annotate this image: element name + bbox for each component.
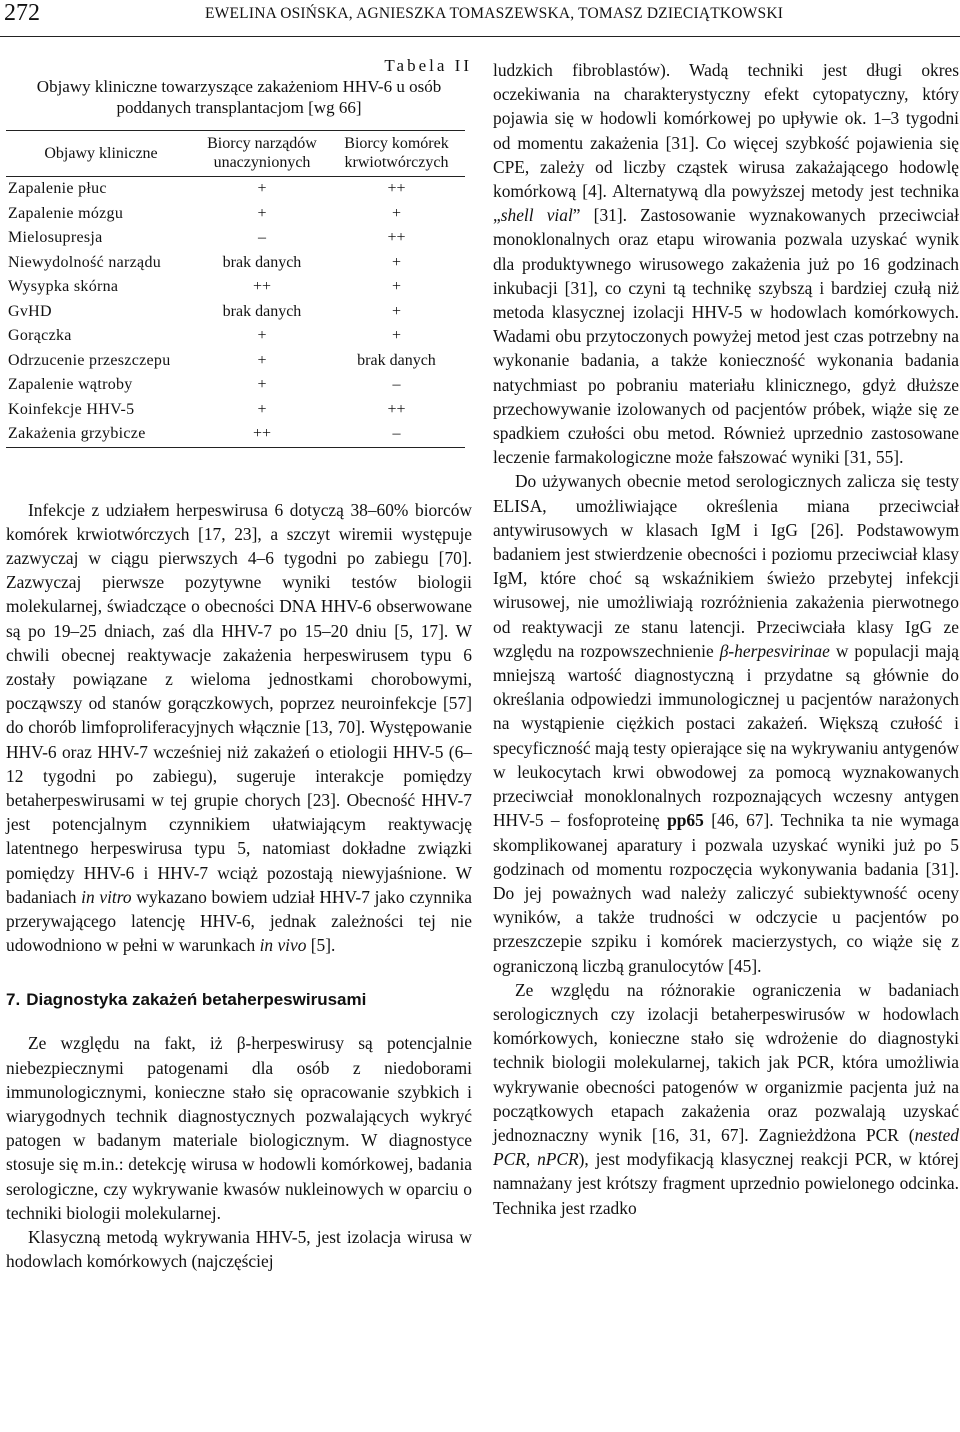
cell-organ-recipients: + [257, 180, 267, 198]
cell-symptom: Niewydolność narządu [8, 253, 162, 271]
section-heading [6, 989, 472, 1011]
table-row [6, 398, 465, 423]
left-paragraph-2: Ze względu na fakt, iż β-herpeswirusy są potencjalnie niebezpiecznymi patogenami dla osób z niedoborami immunologicznymi, konieczne stało się opracowanie szybkich i wiarygodnych technik diagnostycznych pozwalających wykryć patogen w badanym materiale biologicznym. W diagnostyce stosuje się m.in.: detekcję wirusa w hodowli komórkowej, badania serologiczne, czy wykrywanie kwasów nukleinowych w oparciu o techniki biologii molekularnej. [6, 1033, 472, 1223]
right-p1-text-b: ” [31]. Zastosowanie wyznakowanych przeciwciał monoklonalnych oraz etapu wirowania pozwala uzyskać wynik dla produktywnego wirusowego zakażenia już po 16 godzinach inkubacji [31], co czyni tą technikę szybszą i bardziej czułą niż metoda klasycznej izolacji HHV-5 w hodowlach komórkowych. Wadami obu przytoczonych powyżej metod jest czas potrzebny na wykonanie badania, a także konieczność wykonania badania natychmiast po pobraniu materiału klinicznego, gdyż dłuższe przechowywanie izolowanych od pacjentów próbek, wiąże się ze spadkiem czułości obu metod. Również uprzednio zastosowane leczenie farmakologiczne może fałszować wyniki [31, 55]. [493, 205, 959, 468]
cell-hsc-recipients: + [391, 253, 402, 271]
left-paragraph-1 [6, 498, 472, 958]
cell-hsc-recipients: brak danych [357, 351, 436, 369]
right-p1-italic-shell-vial: shell vial [500, 205, 573, 226]
cell-hsc-recipients: ++ [387, 400, 406, 418]
col-header-hsc-line2: krwiotwórczych [344, 154, 449, 171]
table-label: Tabela II [384, 56, 472, 75]
symptoms-table [6, 130, 465, 448]
table-title-line2: poddanych transplantacjom [wg 66] [116, 98, 362, 117]
page-number: 272 [4, 0, 40, 26]
cell-symptom: Zakażenia grzybicze [6, 422, 196, 447]
col-header-hsc-recipients [328, 131, 465, 177]
table-row [6, 349, 465, 374]
right-paragraph-2 [493, 469, 959, 977]
right-p3-sep: , [525, 1149, 538, 1170]
table-row [6, 226, 465, 251]
cell-hsc-recipients: – [328, 422, 465, 447]
table-row [6, 202, 465, 227]
right-p3-text-b: ), jest modyfikacją klasycznej reakcji PCR, w której namnażany jest krótszy fragment uprzednio powielonego odcinka. Technika jest rzadko [493, 1149, 959, 1218]
left-p1-italic-in-vitro: in vitro [81, 886, 132, 907]
left-p1-text: Infekcje z udziałem herpeswirusa 6 dotyczą 38–60% biorców komórek krwiotwórczych [17, 23], a szczyt wiremii występuje zazwyczaj w ciągu pierwszych 4–6 tygodni po zabiegu [70]. Zazwyczaj pierwsze pozytywne wyniki testów biologii molekularnej, świadczące o obecności DNA HHV-6 obserwowane są po 19–25 dniach, zaś dla HHV-7 po 15–20 dniu [5, 17]. W chwili obecnej reaktywacje zakażenia herpeswirusem typu 6 zostały powiązane z wieloma jednostkami chorobowymi, począwszy od stanów gorączkowych, poprzez neuroinfekcje [57] do chorób limfoproliferacyjnych włącznie [13, 70]. Występowanie HHV-6 oraz HHV-7 wcześniej niż zakażeń o etiologii HHV-5 (6–12 tygodni po zabiegu), sugeruje interakcje pomiędzy betaherpeswirusami w tej grupie chorych [23]. Obecność HHV-7 jest potencjalnym czynnikiem ułatwiającym reaktywację latentnego herpeswirusa typu 5, natomiast dokładne związki pomiędzy HHV-6 i HHV-7 wciąż pozostają niewyjaśnione. W badaniach [6, 499, 472, 907]
table-row [6, 177, 465, 202]
right-p2-text-c: [46, 67]. Technika ta nie wymaga skomplikowanej aparatury i pozwala uzyskać wyniki już po 5 godzinach od momentu rozpoczęcia wykonywania badania [31]. Do jej poważnych wad należy zaliczyć subiektywność oceny wyników, a także trudności w odczycie u pacjentów po przeszczepie szpiku i komórek macierzystych, co wiąże się z ograniczoną liczbą granulocytów [45]. [493, 810, 959, 976]
left-paragraph-3: Klasyczną metodą wykrywania HHV-5, jest izolacja wirusa w hodowlach komórkowych (najczęściej [6, 1226, 472, 1272]
cell-symptom: Zapalenie płuc [8, 180, 107, 198]
left-p1-text-2: wykazano bowiem udział HHV-7 jako czynnika przerywającego latencję HHV-6, jednak zależności tej nie udowodniono w pełni w warunkach [6, 886, 472, 956]
cell-hsc-recipients: + [391, 204, 402, 222]
left-p1-italic-in-vivo: in vivo [259, 935, 307, 956]
cell-organ-recipients: brak danych [222, 302, 302, 320]
cell-symptom: Mielosupresja [8, 229, 103, 247]
cell-symptom: Koinfekcje HHV-5 [8, 400, 135, 418]
table-row [6, 373, 465, 398]
table-header-row [6, 131, 465, 177]
right-p3-italic-npcr: nPCR [537, 1149, 579, 1170]
right-p2-text-a: Do używanych obecnie metod serologicznych zalicza się testy ELISA, umożliwiające określenia miana przeciwciał antywirusowych w klasach IgM i IgG [26]. Podstawowym badaniem jest stwierdzenie obecności i poziomu przeciwciał klasy IgM, które choć są wskaźnikiem świeżo przebytej infekcji wirusowej, nie umożliwiają rozróżnienia zakażenia pierwotnego od reaktywacji ze stanu latencji. Przeciwciała klasy IgG ze względu na rozpowszechnienie [493, 471, 959, 661]
col-header-organ-line1: Biorcy narządów [207, 135, 317, 152]
section-number: 7. [6, 990, 21, 1010]
cell-symptom: Gorączka [8, 327, 72, 345]
cell-symptom: Zapalenie mózgu [8, 204, 124, 222]
right-p2-text-b: w populacji mają mniejszą wartość diagnostyczną i przydatne są głównie do określania odpowiedzi immunologicznej u pacjentów narażonych na wystąpienie ciężkich postaci zakażeń. Większą czułość i specyficzność mają testy opierające się na wykrywaniu antygenów w leukocytach krwi obwodowej za pomocą wyznakowanych przeciwciał monoklonalnych rozpoznających wczesny antygen HHV-5 – fosfoproteinę [493, 640, 959, 831]
col-header-hsc-line1: Biorcy komórek [344, 135, 449, 152]
running-head: EWELINA OSIŃSKA, AGNIESZKA TOMASZEWSKA, TOMASZ DZIECIĄTKOWSKI [205, 5, 784, 22]
cell-symptom: Zapalenie wątroby [8, 376, 133, 394]
cell-hsc-recipients: ++ [387, 229, 406, 247]
table-row [6, 275, 465, 300]
right-paragraph-3 [493, 978, 959, 1220]
cell-organ-recipients: + [257, 327, 267, 345]
right-p1-text-a: ludzkich fibroblastów). Wadą techniki jest długi okres oczekiwania na charakterystyczny efekt cytopatyczny, który pojawia się w hodowli komórkowej po upływie ok. 1–3 tygodni od momentu zakażenia [31]. Co więcej szybkość pojawienia się CPE, zależy od liczby cząstek wirusa zakażającego hodowlę komórkową [4]. Alternatywą dla powyższej metody jest technika „ [493, 60, 959, 226]
cell-organ-recipients: ++ [252, 278, 272, 296]
table-row [6, 300, 465, 325]
cell-organ-recipients: ++ [196, 422, 328, 447]
table-row [6, 422, 465, 447]
cell-hsc-recipients: + [391, 278, 402, 296]
header-rule [0, 36, 960, 37]
cell-organ-recipients: + [257, 400, 267, 418]
right-paragraph-1 [493, 58, 959, 469]
left-p1-text-3: [5]. [306, 935, 336, 956]
cell-organ-recipients: – [258, 229, 266, 247]
right-p3-text-a: Ze względu na różnorakie ograniczenia w badaniach serologicznych czy izolacji betaherpeswirusów w hodowlach komórkowych, konieczne stało się wdrożenie do diagnostyki technik biologii molekularnej, takich jak PCR, która umożliwia wykrywanie obecności patogenów w organizmie pacjenta już na początkowych etapach zakażenia oraz pozwalają uzyskać jednoznaczny wynik [16, 31, 67]. Zagnieżdżona PCR ( [493, 979, 959, 1145]
cell-symptom: Odrzucenie przeszczepu [8, 351, 171, 369]
cell-symptom: GvHD [8, 302, 52, 320]
cell-hsc-recipients: + [391, 327, 402, 345]
table-title [6, 76, 472, 118]
left-column [6, 56, 472, 1273]
table-row [6, 324, 465, 349]
table-row [6, 251, 465, 276]
cell-hsc-recipients: + [391, 302, 402, 320]
right-p3-italic-nested-pcr: nested PCR [493, 1124, 959, 1170]
cell-organ-recipients: + [257, 204, 267, 222]
cell-symptom: Wysypka skórna [8, 278, 119, 296]
table-title-line1: Objawy kliniczne towarzyszące zakażeniom HHV-6 u osób [36, 77, 442, 96]
right-p2-bold-pp65: pp65 [667, 810, 704, 831]
cell-hsc-recipients: – [392, 376, 401, 394]
col-header-organ-recipients [196, 131, 328, 177]
section-title: Diagnostyka zakażeń betaherpeswirusami [26, 990, 367, 1010]
cell-hsc-recipients: ++ [387, 180, 406, 198]
cell-organ-recipients: + [257, 351, 267, 369]
right-column [493, 58, 959, 1220]
cell-organ-recipients: + [257, 376, 267, 394]
col-header-organ-line2: unaczynionych [213, 154, 311, 171]
cell-organ-recipients: brak danych [222, 253, 302, 271]
right-p2-italic-beta-herpesvirinae: β-herpesvirinae [719, 640, 830, 661]
table-body [6, 177, 465, 448]
col-header-symptoms: Objawy kliniczne [6, 131, 196, 177]
